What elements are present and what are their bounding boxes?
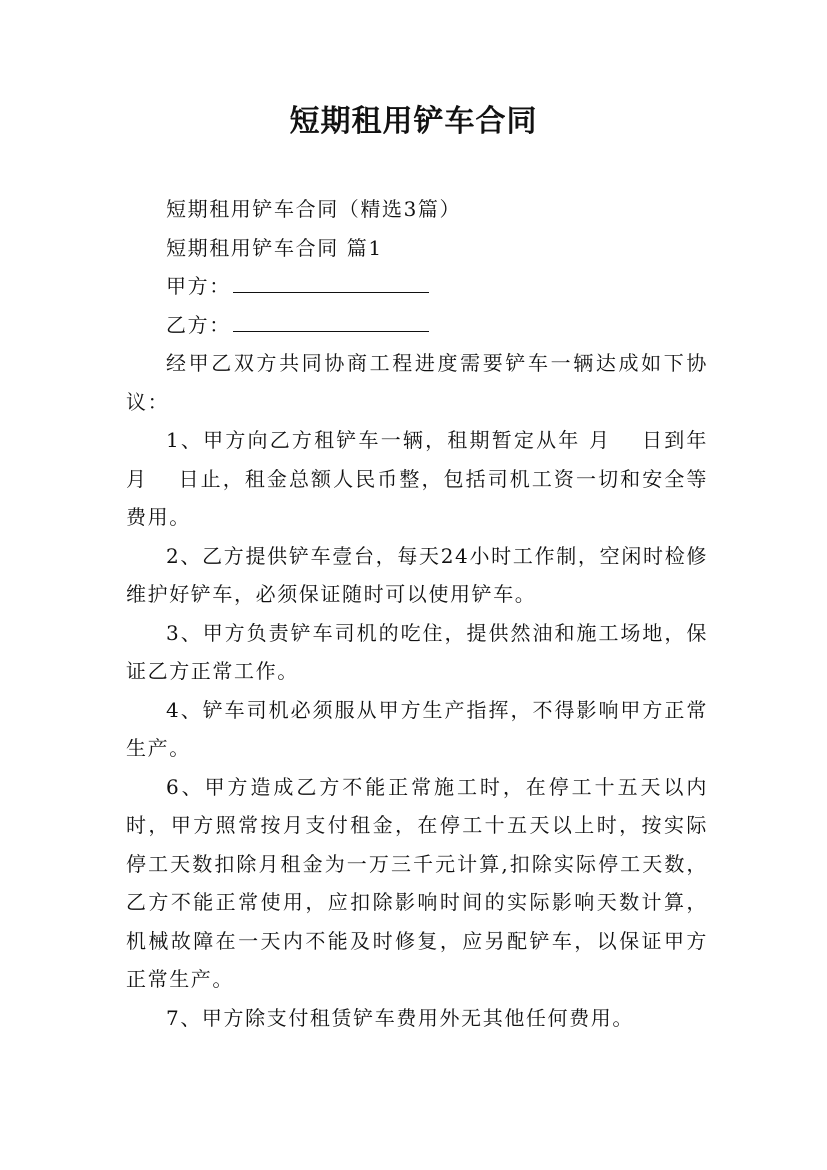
clause-4: 4、铲车司机必须服从甲方生产指挥，不得影响甲方正常生产。 [126,697,708,760]
clause-7: 7、甲方除支付租赁铲车费用外无其他任何费用。 [166,1005,634,1030]
intro-paragraph: 经甲乙双方共同协商工程进度需要铲车一辆达成如下协议： [126,351,708,414]
party-a-blank [233,274,429,293]
party-a-line [126,267,708,306]
party-b-label: 乙方： [166,312,231,337]
document-body [126,190,708,1037]
clause-1: 1、甲方向乙方租铲车一辆，租期暂定从年 月 日到年 月 日止，租金总额人民币整，包括司机工资一切和安全等费用。 [126,428,708,529]
clause-3: 3、甲方负责铲车司机的吃住，提供然油和施工场地，保证乙方正常工作。 [126,620,708,683]
document-subtitle: 短期租用铲车合同（精选3篇） [166,197,462,221]
party-b-line [126,306,708,345]
party-a-label: 甲方： [166,274,231,298]
document-title: 短期租用铲车合同 [289,104,538,139]
party-b-blank [233,313,429,332]
clause-2: 2、乙方提供铲车壹台，每天24小时工作制，空闲时检修维护好铲车，必须保证随时可以使用铲车。 [126,543,708,606]
clause-6: 6、甲方造成乙方不能正常施工时，在停工十五天以内时，甲方照常按月支付租金，在停工十五天以上时，按实际停工天数扣除月租金为一万三千元计算,扣除实际停工天数，乙方不能正常使用，应扣除影响时间的实际影响天数计算，机械故障在一天内不能及时修复，应另配铲车，以保证甲方正常生产。 [126,774,708,991]
section-heading: 短期租用铲车合同 篇1 [166,235,383,260]
